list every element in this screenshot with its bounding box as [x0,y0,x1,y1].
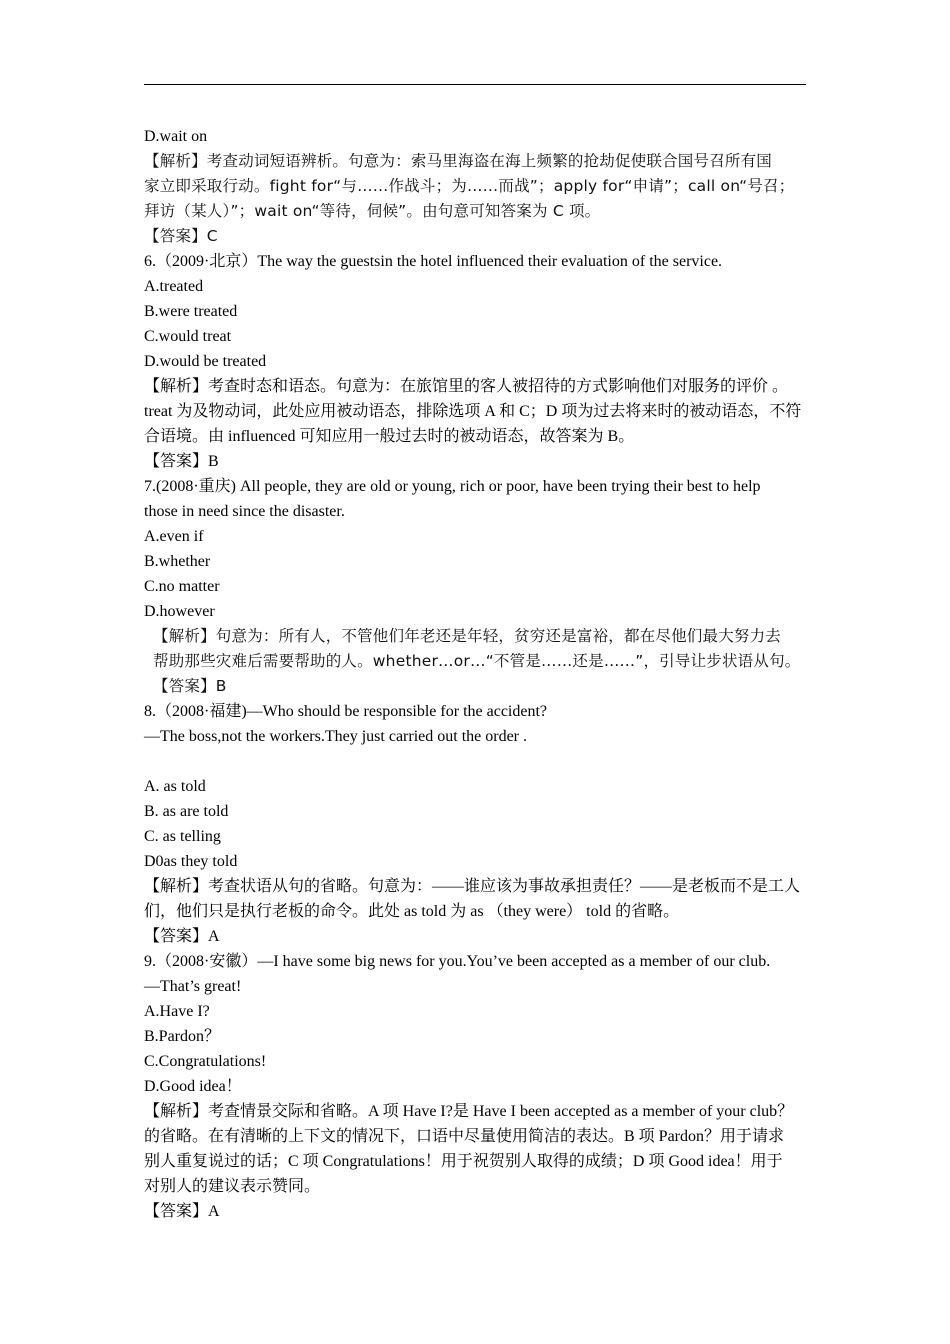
text-line: 对别人的建议表示赞同。 [144,1178,321,1195]
text-line: D.Good idea！ [144,1078,242,1095]
text-line: B.were treated [144,303,238,320]
text-line: D0as they told [144,853,238,870]
document-body [144,124,824,1224]
text-line: C. as telling [144,828,221,845]
text-line: those in need since the disaster. [144,503,345,520]
text-line: 帮助那些灾难后需要帮助的人。whether…or…“不管是……还是……”，引导让步状语从句。 [153,652,801,670]
text-line: 别人重复说过的话；C 项 Congratulations！用于祝贺别人取得的成绩；D 项 Good idea！用于 [144,1153,783,1170]
text-line: A.treated [144,278,204,295]
text-line: 【答案】A [144,1203,220,1220]
blank-line [144,749,824,774]
text-line: B. as are told [144,803,229,820]
text-line: A.even if [144,528,204,545]
text-line: C.no matter [144,578,220,595]
text-line: 【解析】考查动词短语辨析。句意为：索马里海盗在海上频繁的抢劫促使联合国号召所有国 [144,152,773,170]
text-line: B.whether [144,553,211,570]
text-line: 合语境。由 influenced 可知应用一般过去时的被动语态，故答案为 B。 [144,428,635,445]
header-rule [144,84,806,85]
text-line: C.Congratulations! [144,1053,267,1070]
text-line: D.wait on [144,128,208,145]
text-line: 拜访（某人）”；wait on“等待，伺候”。由句意可知答案为 C 项。 [144,202,601,220]
text-line: 们，他们只是执行老板的命令。此处 as told 为 as （they were） told 的省略。 [144,903,680,920]
text-line: 8.（2008·福建)—Who should be responsible for the accident? [144,703,548,720]
text-line: 【解析】句意为：所有人，不管他们年老还是年轻，贫穷还是富裕，都在尽他们最大努力去 [153,627,782,645]
text-line: 的省略。在有清晰的上下文的情况下，口语中尽量使用简洁的表达。B 项 Pardon？用于请求 [144,1128,785,1145]
text-line: 【答案】B [144,453,219,470]
text-line: 【解析】考查状语从句的省略。句意为：——谁应该为事故承担责任？——是老板而不是工人 [144,878,801,895]
text-line: 9.（2008·安徽）—I have some big news for you.You’ve been accepted as a member of our club. [144,953,771,970]
text-line: 7.(2008·重庆) All people, they are old or young, rich or poor, have been trying their best to help [144,478,761,495]
text-line: A.Have I? [144,1003,210,1020]
text-line: 【答案】B [153,677,227,695]
text-line: 6.（2009·北京）The way the guestsin the hotel influenced their evaluation of the service. [144,253,723,270]
text-line: treat 为及物动词，此处应用被动语态，排除选项 A 和 C；D 项为过去将来时的被动语态，不符 [144,403,802,420]
text-line: —The boss,not the workers.They just carried out the order . [144,728,528,745]
text-line: A. as told [144,778,206,795]
text-line: D.would be treated [144,353,267,370]
text-line: 家立即采取行动。fight for“与……作战斗；为……而战”；apply for“申请”；call on“号召； [144,177,795,195]
text-line: —That’s great! [144,978,242,995]
text-line: C.would treat [144,328,232,345]
text-line: 【答案】A [144,928,220,945]
text-line: 【答案】C [144,227,218,245]
text-line: B.Pardon？ [144,1028,221,1045]
text-line: D.however [144,603,215,620]
text-line: 【解析】考查情景交际和省略。A 项 Have I?是 Have I been accepted as a member of your club？ [144,1103,794,1120]
text-line: 【解析】考查时态和语态。句意为：在旅馆里的客人被招待的方式影响他们对服务的评价 。 [144,378,789,395]
